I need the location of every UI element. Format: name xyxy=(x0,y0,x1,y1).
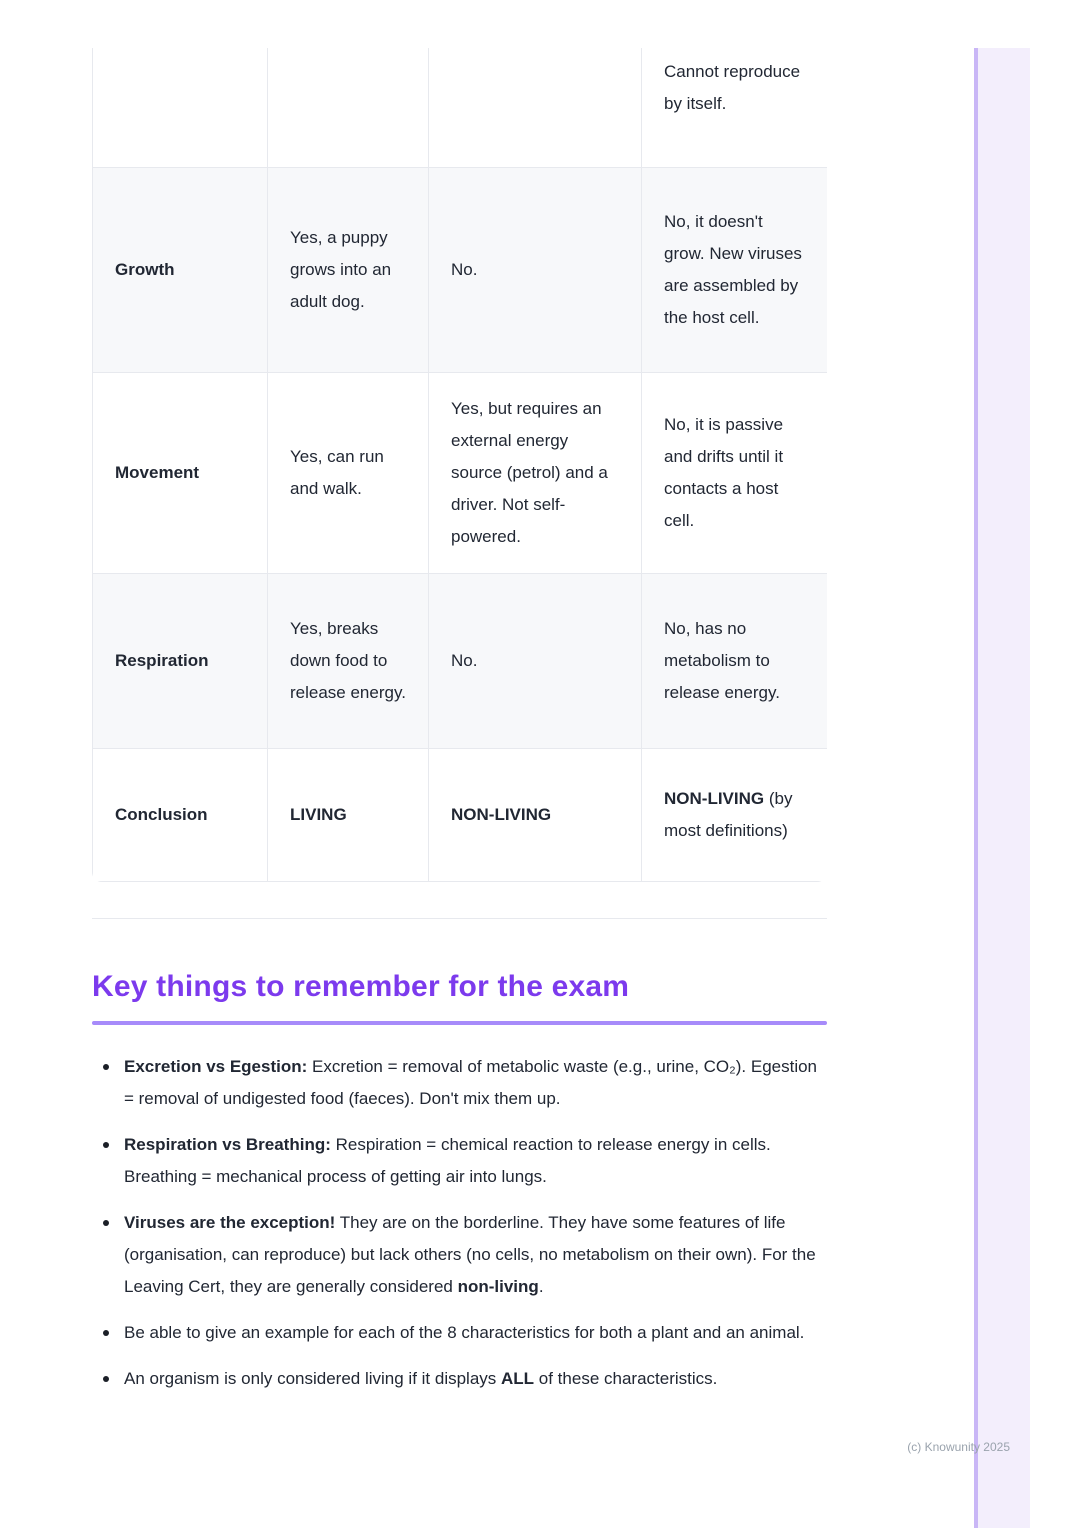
cell-conclusion-label: Conclusion xyxy=(93,748,268,881)
list-item-examples xyxy=(92,1317,827,1349)
copyright-note: (c) Knowunity 2025 xyxy=(907,1440,1010,1454)
table-row-conclusion xyxy=(93,748,828,881)
bullet-text: Excretion = removal of metabolic waste (e.g., urine, CO₂). Egestion = removal of undigested food (faeces). Don't mix them up. xyxy=(124,1056,818,1108)
content-column xyxy=(92,48,827,1409)
list-item-all-characteristics xyxy=(92,1363,827,1395)
bullet-bold-inline: ALL xyxy=(501,1368,535,1388)
cell-conclusion-virus xyxy=(642,748,828,881)
cell-growth-label: Growth xyxy=(93,167,268,372)
list-item-respiration-breathing xyxy=(92,1129,827,1193)
table-row-partial xyxy=(93,48,828,167)
bullet-text: They are on the borderline. They have some features of life (organisation, can reproduce) but lack others (no cells, no metabolism on their own). For the Leaving Cert, they are generally considered xyxy=(124,1212,816,1296)
table-row-movement xyxy=(93,372,828,573)
bullet-lead: Viruses are the exception! xyxy=(124,1212,336,1232)
list-item-excretion-egestion xyxy=(92,1051,827,1115)
cell-movement-dog: Yes, can run and walk. xyxy=(268,372,429,573)
table-row-respiration xyxy=(93,573,828,748)
bullet-text: Be able to give an example for each of the 8 characteristics for both a plant and an animal. xyxy=(124,1322,805,1342)
cell-conclusion-car: NON-LIVING xyxy=(429,748,642,881)
cell-respiration-dog: Yes, breaks down food to release energy. xyxy=(268,573,429,748)
cell-text: (by most definitions) xyxy=(664,788,793,840)
table-row-growth xyxy=(93,167,828,372)
bullet-text: . xyxy=(538,1276,544,1296)
cell-growth-car: No. xyxy=(429,167,642,372)
cell-partial-label xyxy=(93,48,268,167)
cell-movement-car: Yes, but requires an external energy source (petrol) and a driver. Not self-powered. xyxy=(429,372,642,573)
cell-partial-virus xyxy=(642,48,828,167)
bullet-lead: Excretion vs Egestion: xyxy=(124,1056,308,1076)
cell-text: Cannot reproduce by itself. xyxy=(664,62,801,113)
cell-respiration-virus: No, has no metabolism to release energy. xyxy=(642,573,828,748)
cell-partial-car xyxy=(429,48,642,167)
section-divider xyxy=(92,918,827,919)
bullet-bold-inline: non-living xyxy=(457,1276,539,1296)
cell-respiration-car: No. xyxy=(429,573,642,748)
bullet-lead: Respiration vs Breathing: xyxy=(124,1134,331,1154)
cell-movement-label: Movement xyxy=(93,372,268,573)
cell-conclusion-dog: LIVING xyxy=(268,748,429,881)
heading-underline xyxy=(92,1021,827,1025)
cell-growth-virus: No, it doesn't grow. New viruses are assembled by the host cell. xyxy=(642,167,828,372)
page-edge-line xyxy=(974,48,978,1528)
cell-text-bold: NON-LIVING xyxy=(664,788,765,808)
bullet-text: An organism is only considered living if it displays xyxy=(124,1368,502,1388)
comparison-table xyxy=(92,48,827,882)
cell-movement-virus: No, it is passive and drifts until it contacts a host cell. xyxy=(642,372,828,573)
cell-partial-dog xyxy=(268,48,429,167)
section-heading: Key things to remember for the exam xyxy=(92,969,630,1003)
key-points-list xyxy=(92,1051,827,1395)
list-item-viruses-exception xyxy=(92,1207,827,1303)
bullet-text: of these characteristics. xyxy=(534,1368,718,1388)
cell-growth-dog: Yes, a puppy grows into an adult dog. xyxy=(268,167,429,372)
cell-respiration-label: Respiration xyxy=(93,573,268,748)
living-vs-nonliving-table xyxy=(92,48,827,882)
bullet-text: Respiration = chemical reaction to release energy in cells. Breathing = mechanical process of getting air into lungs. xyxy=(124,1134,771,1186)
page-edge-tint xyxy=(978,48,1030,1528)
